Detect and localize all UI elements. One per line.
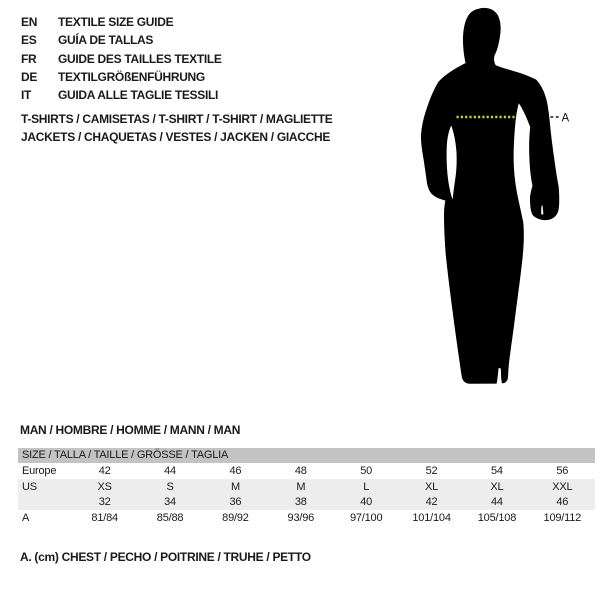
- language-row: [21, 50, 222, 68]
- size-cell: 38: [294, 496, 307, 509]
- table-row-us: [18, 479, 595, 495]
- row-label: US: [22, 480, 37, 493]
- size-cell: 46: [556, 496, 569, 509]
- size-cell: 44: [491, 496, 503, 509]
- man-body-shape: [421, 8, 559, 384]
- language-code: DE: [21, 70, 38, 85]
- size-cell: 46: [229, 464, 242, 477]
- size-cell: 42: [425, 496, 438, 509]
- size-cell: 44: [164, 464, 176, 477]
- size-cell: XXL: [552, 480, 573, 493]
- size-cell: 81/84: [91, 511, 118, 524]
- garment-line-tshirts: T-SHIRTS / CAMISETAS / T-SHIRT / T-SHIRT / MAGLIETTE: [21, 112, 333, 126]
- size-cell: 105/108: [477, 511, 517, 524]
- language-title: GUÍA DE TALLAS: [58, 33, 154, 48]
- size-cell: 50: [360, 464, 373, 477]
- size-cell: 56: [556, 464, 569, 477]
- size-cell: 42: [98, 464, 111, 477]
- language-row: [21, 68, 222, 86]
- size-cell: M: [230, 480, 240, 493]
- language-list: [21, 13, 222, 104]
- language-code: EN: [21, 15, 38, 30]
- table-row-europe: [18, 463, 595, 479]
- language-title: TEXTILE SIZE GUIDE: [58, 15, 174, 30]
- language-title: TEXTILGRÖßENFÜHRUNG: [58, 70, 205, 85]
- table-row-chest-a: [18, 510, 595, 526]
- language-row: [21, 86, 222, 104]
- size-cell: S: [166, 480, 174, 493]
- man-silhouette: [415, 5, 575, 395]
- size-cell: 36: [229, 496, 242, 509]
- size-cell: 109/112: [543, 511, 582, 524]
- size-table: [18, 448, 595, 526]
- size-cell: L: [363, 480, 370, 493]
- language-title: GUIDE DES TAILLES TEXTILE: [58, 51, 222, 66]
- language-code: FR: [21, 51, 37, 66]
- row-label: A: [22, 511, 30, 524]
- size-cell: 89/92: [222, 511, 249, 524]
- language-row: [21, 13, 222, 31]
- garment-line-jackets: JACKETS / CHAQUETAS / VESTES / JACKEN / GIACCHE: [21, 130, 331, 144]
- measure-label-a: A: [561, 112, 570, 125]
- section-title: MAN / HOMBRE / HOMME / MANN / MAN: [20, 423, 241, 437]
- size-cell: 101/104: [412, 511, 451, 524]
- size-cell: M: [296, 480, 306, 493]
- size-cell: 85/88: [156, 511, 184, 524]
- size-cell: 97/100: [349, 511, 383, 524]
- size-cell: 32: [98, 496, 111, 509]
- row-label: Europe: [22, 464, 57, 477]
- size-cell: 52: [425, 464, 438, 477]
- size-cell: 48: [294, 464, 307, 477]
- size-cell: 54: [491, 464, 503, 477]
- table-header: SIZE / TALLA / TAILLE / GRÖSSE / TAGLIA: [18, 448, 595, 463]
- garment-category-lines: [21, 110, 333, 146]
- language-code: IT: [21, 88, 32, 103]
- size-cell: 40: [360, 496, 373, 509]
- size-cell: 34: [164, 496, 176, 509]
- language-title: GUIDA ALLE TAGLIE TESSILI: [58, 88, 219, 103]
- size-cell: XL: [425, 480, 439, 493]
- size-cell: 93/96: [287, 511, 315, 524]
- language-code: ES: [21, 33, 37, 48]
- table-row-numeric: [18, 494, 595, 510]
- size-cell: XS: [97, 480, 112, 493]
- language-row: [21, 31, 222, 49]
- size-cell: XL: [490, 480, 504, 493]
- measurement-footnote: A. (cm) CHEST / PECHO / POITRINE / TRUHE / PETTO: [20, 550, 311, 564]
